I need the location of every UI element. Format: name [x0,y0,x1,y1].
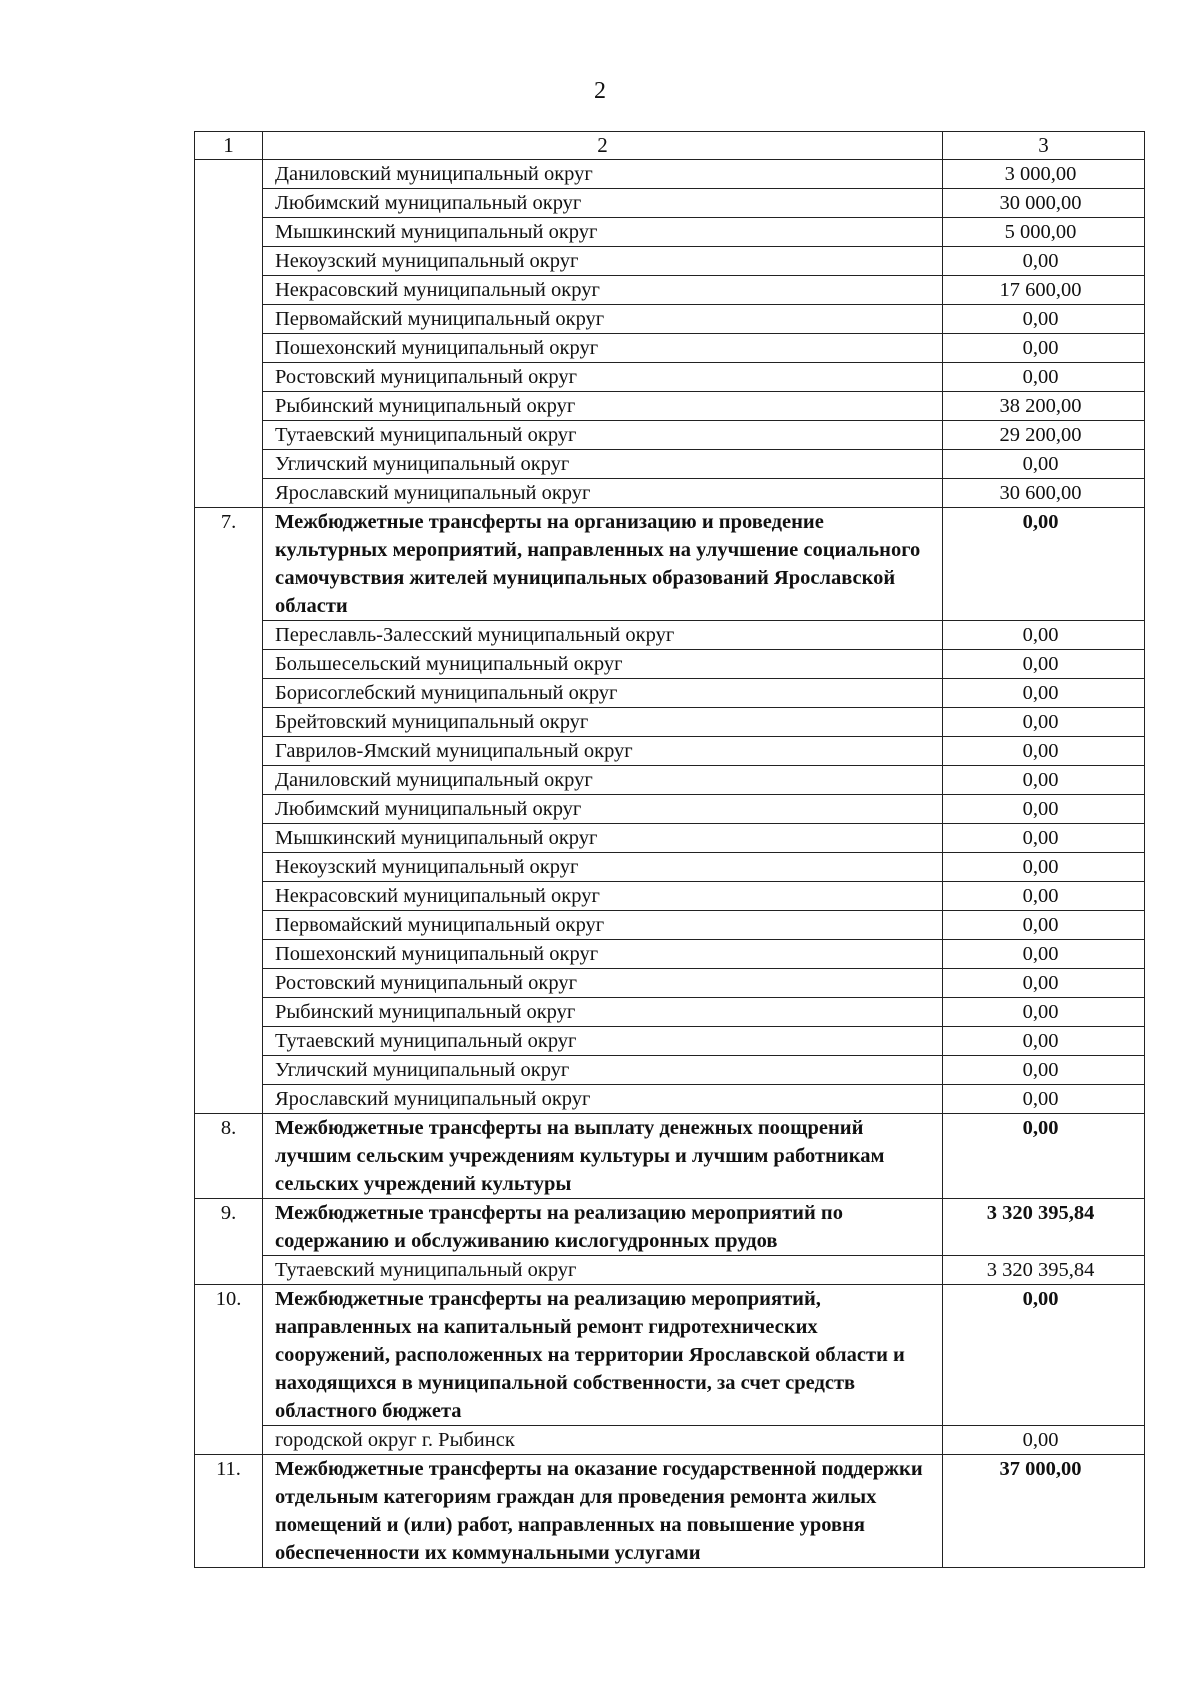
page-number: 2 [594,78,606,104]
district-name-cell: Пошехонский муниципальный округ [263,940,943,969]
table-header-row [195,132,1145,160]
amount-cell: 3 000,00 [943,160,1145,189]
amount-cell: 0,00 [943,911,1145,940]
amount-cell: 0,00 [943,334,1145,363]
amount-cell: 3 320 395,84 [943,1256,1145,1285]
district-name-cell: Тутаевский муниципальный округ [263,1256,943,1285]
district-name-cell: Переславль-Залесский муниципальный округ [263,621,943,650]
table-row [195,1256,1145,1285]
district-name-cell: Мышкинский муниципальный округ [263,218,943,247]
amount-cell: 29 200,00 [943,421,1145,450]
section-row [195,1285,1145,1426]
section-number-cell: 8. [195,1114,263,1199]
amount-cell: 0,00 [943,853,1145,882]
amount-cell: 30 600,00 [943,479,1145,508]
section-number-cell: 10. [195,1285,263,1455]
district-name-cell: Любимский муниципальный округ [263,189,943,218]
section-title-cell: Межбюджетные трансферты на реализацию мероприятий, направленных на капитальный ремонт гидротехнических сооружений, расположенных на территории Ярославской области и находящихся в муниципальной собственности, за счет средств областного бюджета [263,1285,943,1426]
header-col-2: 2 [263,132,943,160]
district-name-cell: Некрасовский муниципальный округ [263,882,943,911]
amount-cell: 30 000,00 [943,189,1145,218]
section-total-cell: 0,00 [943,1114,1145,1199]
district-name-cell: Рыбинский муниципальный округ [263,392,943,421]
district-name-cell: Угличский муниципальный округ [263,450,943,479]
table-row [195,160,1145,189]
amount-cell: 38 200,00 [943,392,1145,421]
table-row [195,363,1145,392]
district-name-cell: Ярославский муниципальный округ [263,479,943,508]
section-row [195,1114,1145,1199]
district-name-cell: Даниловский муниципальный округ [263,160,943,189]
table-row [195,479,1145,508]
amount-cell: 0,00 [943,795,1145,824]
amount-cell: 0,00 [943,969,1145,998]
table-row [195,940,1145,969]
table-row [195,853,1145,882]
district-name-cell: Гаврилов-Ямский муниципальный округ [263,737,943,766]
district-name-cell: Тутаевский муниципальный округ [263,421,943,450]
section-title-cell: Межбюджетные трансферты на выплату денежных поощрений лучшим сельским учреждениям культуры и лучшим работникам сельских учреждений культуры [263,1114,943,1199]
table-row [195,650,1145,679]
district-name-cell: Большесельский муниципальный округ [263,650,943,679]
amount-cell: 0,00 [943,824,1145,853]
section-total-cell: 3 320 395,84 [943,1199,1145,1256]
district-name-cell: Рыбинский муниципальный округ [263,998,943,1027]
header-col-1: 1 [195,132,263,160]
table-row [195,1056,1145,1085]
section-number-cell: 11. [195,1455,263,1568]
district-name-cell: Тутаевский муниципальный округ [263,1027,943,1056]
section-total-cell: 37 000,00 [943,1455,1145,1568]
amount-cell: 0,00 [943,737,1145,766]
amount-cell: 0,00 [943,650,1145,679]
transfers-table [194,131,1145,1568]
amount-cell: 0,00 [943,1056,1145,1085]
section-number-cell: 9. [195,1199,263,1285]
amount-cell: 17 600,00 [943,276,1145,305]
table-row [195,911,1145,940]
district-name-cell: Первомайский муниципальный округ [263,911,943,940]
district-name-cell: Борисоглебский муниципальный округ [263,679,943,708]
table-row [195,1085,1145,1114]
amount-cell: 0,00 [943,1426,1145,1455]
section-number-cell: 7. [195,508,263,1114]
section-row [195,508,1145,621]
table-row [195,247,1145,276]
section-title-cell: Межбюджетные трансферты на оказание государственной поддержки отдельным категориям граждан для проведения ремонта жилых помещений и (или) работ, направленных на повышение уровня обеспеченности их коммунальными услугами [263,1455,943,1568]
table-row [195,824,1145,853]
amount-cell: 0,00 [943,247,1145,276]
section-number-cell [195,160,263,508]
table-row [195,1027,1145,1056]
table-row [195,276,1145,305]
amount-cell: 0,00 [943,1027,1145,1056]
table-row [195,621,1145,650]
table-row [195,218,1145,247]
section-total-cell: 0,00 [943,1285,1145,1426]
header-col-3: 3 [943,132,1145,160]
table-row [195,1426,1145,1455]
table-row [195,766,1145,795]
district-name-cell: Пошехонский муниципальный округ [263,334,943,363]
district-name-cell: Ростовский муниципальный округ [263,363,943,392]
amount-cell: 0,00 [943,363,1145,392]
district-name-cell: Брейтовский муниципальный округ [263,708,943,737]
district-name-cell: Любимский муниципальный округ [263,795,943,824]
table-row [195,998,1145,1027]
district-name-cell: Угличский муниципальный округ [263,1056,943,1085]
amount-cell: 0,00 [943,882,1145,911]
amount-cell: 0,00 [943,450,1145,479]
amount-cell: 0,00 [943,766,1145,795]
table-row [195,450,1145,479]
district-name-cell: Ростовский муниципальный округ [263,969,943,998]
section-title-cell: Межбюджетные трансферты на организацию и проведение культурных мероприятий, направленных на улучшение социального самочувствия жителей муниципальных образований Ярославской области [263,508,943,621]
amount-cell: 0,00 [943,305,1145,334]
table-row [195,969,1145,998]
amount-cell: 0,00 [943,708,1145,737]
table-row [195,421,1145,450]
table-row [195,334,1145,363]
table-row [195,737,1145,766]
district-name-cell: Ярославский муниципальный округ [263,1085,943,1114]
district-name-cell: Мышкинский муниципальный округ [263,824,943,853]
section-row [195,1455,1145,1568]
table-row [195,189,1145,218]
section-total-cell: 0,00 [943,508,1145,621]
table-row [195,708,1145,737]
section-title-cell: Межбюджетные трансферты на реализацию мероприятий по содержанию и обслуживанию кислогудронных прудов [263,1199,943,1256]
section-row [195,1199,1145,1256]
district-name-cell: городской округ г. Рыбинск [263,1426,943,1455]
amount-cell: 0,00 [943,998,1145,1027]
district-name-cell: Даниловский муниципальный округ [263,766,943,795]
district-name-cell: Первомайский муниципальный округ [263,305,943,334]
amount-cell: 0,00 [943,1085,1145,1114]
amount-cell: 0,00 [943,679,1145,708]
district-name-cell: Некоузский муниципальный округ [263,247,943,276]
amount-cell: 0,00 [943,621,1145,650]
table-row [195,679,1145,708]
table-row [195,305,1145,334]
amount-cell: 5 000,00 [943,218,1145,247]
table-row [195,882,1145,911]
amount-cell: 0,00 [943,940,1145,969]
table-row [195,392,1145,421]
table-row [195,795,1145,824]
district-name-cell: Некрасовский муниципальный округ [263,276,943,305]
district-name-cell: Некоузский муниципальный округ [263,853,943,882]
